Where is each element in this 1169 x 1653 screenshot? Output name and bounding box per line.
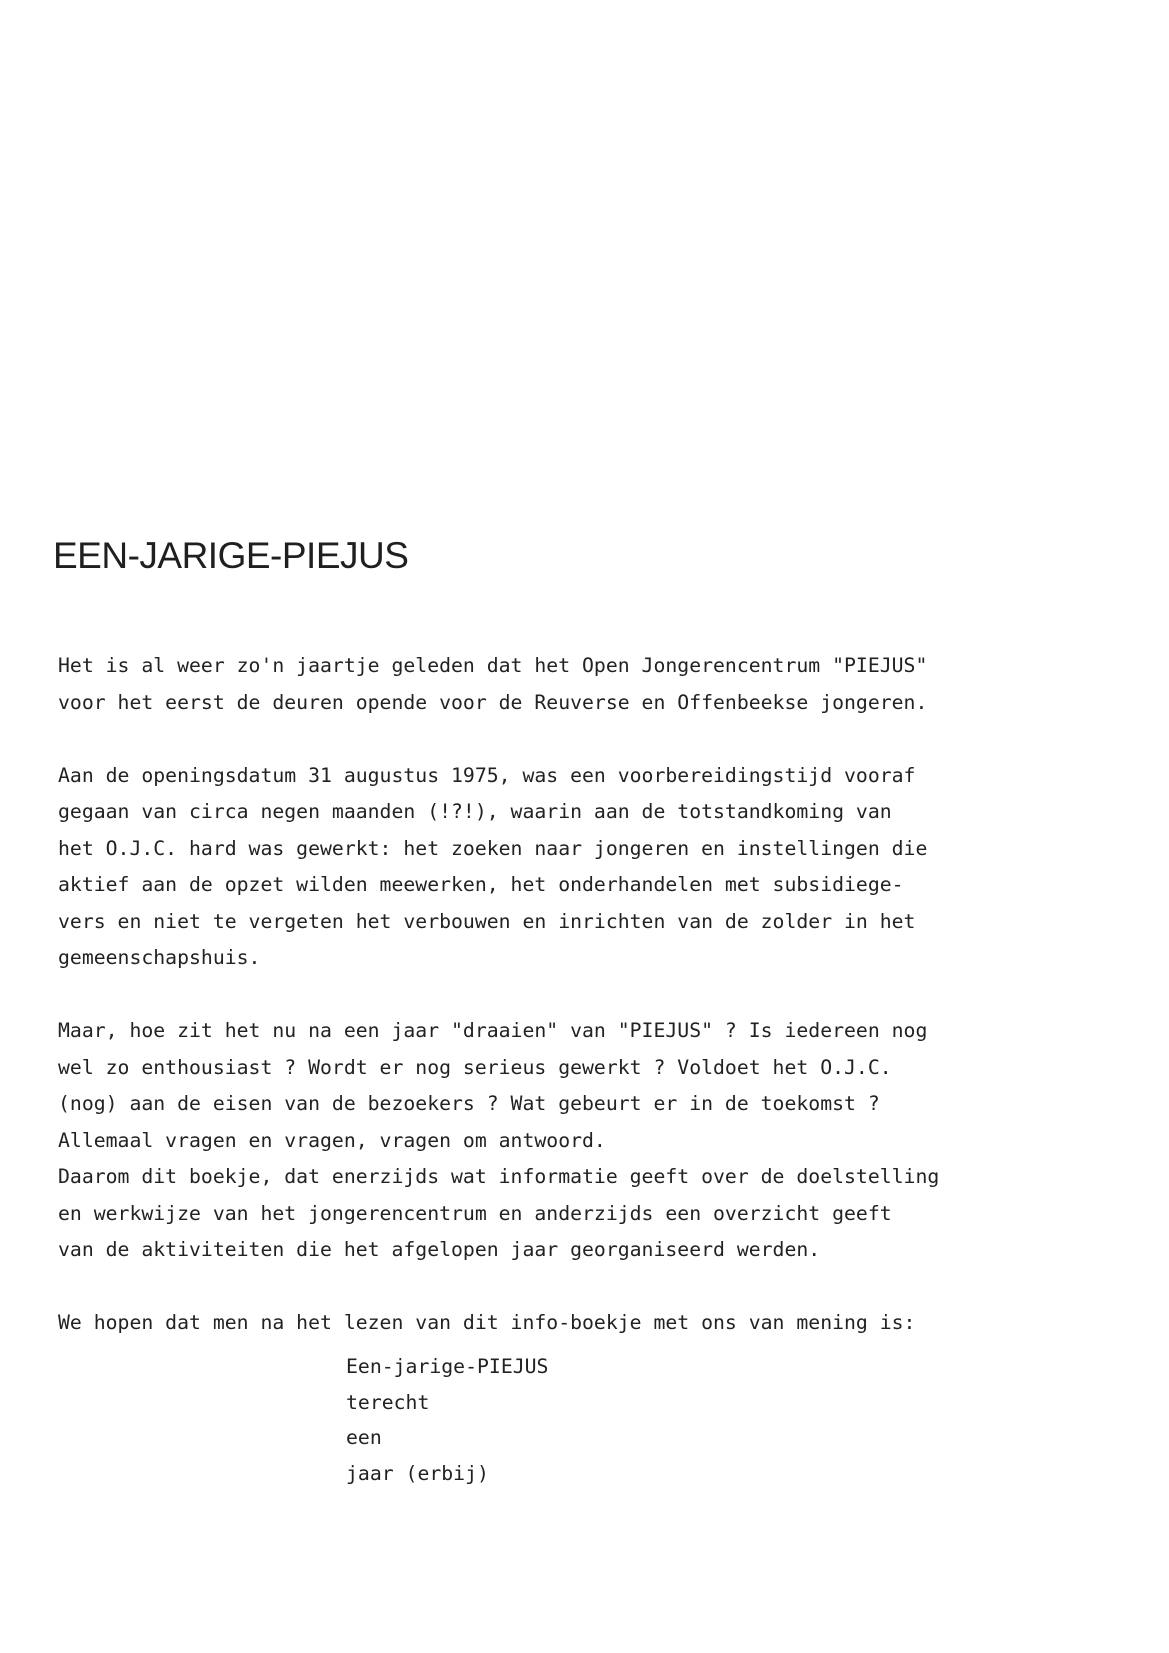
text-line: (nog) aan de eisen van de bezoekers ? Wat gebeurt er in de toekomst ?	[58, 1092, 880, 1115]
paragraph-questions	[58, 1013, 1098, 1269]
text-line: Daarom dit boekje, dat enerzijds wat informatie geeft over de doelstelling	[58, 1165, 940, 1188]
document-title: EEN-JARIGE-PIEJUS	[53, 535, 409, 576]
closing-line: jaar (erbij)	[346, 1461, 489, 1485]
paragraph-history	[58, 758, 1098, 977]
closing-block	[346, 1349, 548, 1491]
text-line: gemeenschapshuis.	[58, 946, 261, 969]
closing-line: terecht	[346, 1390, 430, 1414]
text-line: en werkwijze van het jongerencentrum en anderzijds een overzicht geeft	[58, 1201, 892, 1225]
text-line: Aan de openingsdatum 31 augustus 1975, was een voorbereidingstijd vooraf	[58, 763, 916, 787]
text-line: wel zo enthousiast ? Wordt er nog serieus gewerkt ? Voldoet het O.J.C.	[58, 1055, 892, 1079]
text-line: We hopen dat men na het lezen van dit info-boekje met ons van mening is:	[58, 1311, 916, 1334]
closing-line: een	[346, 1426, 382, 1449]
text-line: gegaan van circa negen maanden (!?!), waarin aan de totstandkoming van	[58, 800, 892, 823]
text-line: Het is al weer zo'n jaartje geleden dat het Open Jongerencentrum "PIEJUS"	[58, 654, 928, 677]
document-body	[58, 648, 1098, 1378]
paragraph-hope	[58, 1305, 1098, 1342]
text-line: aktief aan de opzet wilden meewerken, het onderhandelen met subsidiege-	[58, 873, 904, 896]
paragraph-intro	[58, 648, 1098, 721]
text-line: van de aktiviteiten die het afgelopen jaar georganiseerd werden.	[58, 1238, 821, 1261]
text-line: het O.J.C. hard was gewerkt: het zoeken naar jongeren en instellingen die	[58, 836, 928, 860]
text-line: Maar, hoe zit het nu na een jaar "draaien" van "PIEJUS" ? Is iedereen nog	[58, 1019, 928, 1042]
text-line: voor het eerst de deuren opende voor de Reuverse en Offenbeekse jongeren.	[58, 690, 928, 714]
text-line: Allemaal vragen en vragen, vragen om antwoord.	[58, 1128, 606, 1152]
text-line: vers en niet te vergeten het verbouwen en inrichten van de zolder in het	[58, 909, 916, 933]
closing-line: Een-jarige-PIEJUS	[346, 1355, 549, 1378]
